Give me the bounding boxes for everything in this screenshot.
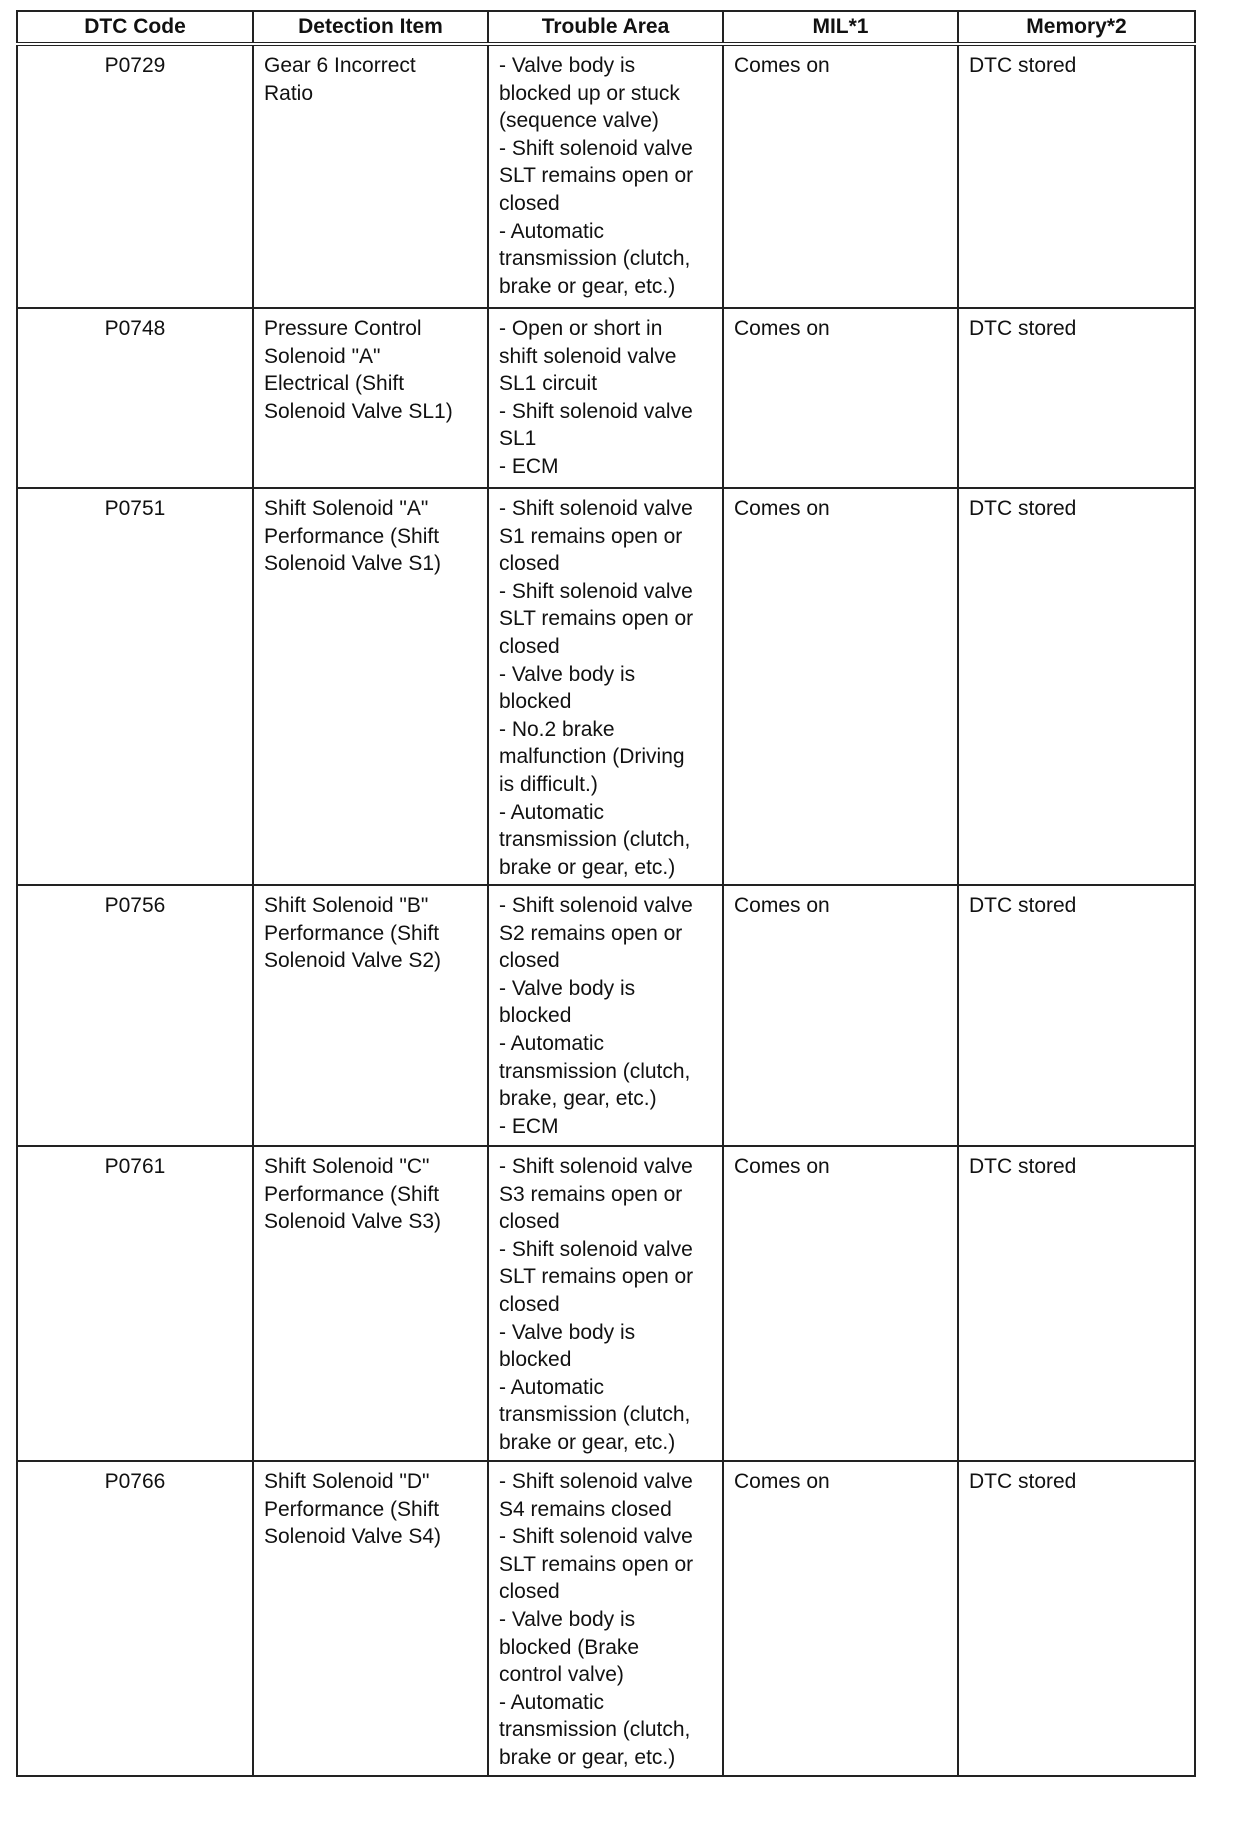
mil-cell: Comes on	[723, 308, 958, 488]
dtc-table	[16, 10, 1196, 1777]
cell-text-line: brake or gear, etc.)	[499, 1430, 676, 1454]
table-row	[17, 308, 1195, 488]
cell-text-line: brake, gear, etc.)	[499, 1087, 657, 1111]
cell-text-line: - Shift solenoid valve	[499, 1525, 693, 1549]
table-row	[17, 488, 1195, 885]
cell-text-line: - Shift solenoid valve	[499, 1155, 693, 1178]
dtc-code-cell: P0729	[17, 44, 253, 308]
cell-text-line: - Automatic	[499, 800, 605, 824]
cell-text-line: Solenoid Valve S3)	[264, 1210, 442, 1234]
cell-text-line: - Shift solenoid valve	[499, 1237, 693, 1261]
cell-text-line: closed	[499, 1580, 560, 1604]
cell-text-line: transmission (clutch,	[499, 1718, 691, 1742]
trouble-area-cell	[488, 44, 723, 308]
cell-text-line: Solenoid Valve SL1)	[264, 399, 453, 423]
mil-cell: Comes on	[723, 885, 958, 1146]
cell-text-line: - Shift solenoid valve	[499, 894, 693, 917]
cell-text-line: - Automatic	[499, 1031, 605, 1055]
detection-item-cell	[253, 488, 488, 885]
cell-text-line: closed	[499, 1210, 560, 1234]
cell-text-line: Shift Solenoid "B"	[264, 894, 429, 917]
cell-text-line: S3 remains open or	[499, 1182, 683, 1206]
cell-text-line: is difficult.)	[499, 772, 598, 796]
cell-text-line: - Valve body is	[499, 976, 636, 1000]
memory-cell: DTC stored	[958, 488, 1195, 885]
cell-text-line: S1 remains open or	[499, 524, 683, 548]
cell-text-line: - Valve body is	[499, 54, 636, 77]
header-memory: Memory*2	[958, 11, 1195, 44]
dtc-code-cell: P0748	[17, 308, 253, 488]
table-row	[17, 885, 1195, 1146]
cell-text-line: Performance (Shift	[264, 1182, 440, 1206]
trouble-area-cell	[488, 1461, 723, 1776]
cell-text-line: (sequence valve)	[499, 109, 659, 133]
cell-text-line: Performance (Shift	[264, 524, 440, 548]
cell-text-line: Gear 6 Incorrect	[264, 54, 416, 77]
header-detection-item: Detection Item	[253, 11, 488, 44]
cell-text-line: SLT remains open or	[499, 164, 694, 188]
mil-cell: Comes on	[723, 44, 958, 308]
cell-text-line: - Open or short in	[499, 317, 663, 340]
cell-text-line: Solenoid "A"	[264, 344, 381, 368]
cell-text-line: SLT remains open or	[499, 607, 694, 631]
cell-text-line: Shift Solenoid "D"	[264, 1470, 430, 1493]
cell-text-line: brake or gear, etc.)	[499, 1745, 676, 1769]
cell-text-line: Pressure Control	[264, 317, 422, 340]
cell-text-line: blocked (Brake	[499, 1635, 640, 1659]
cell-text-line: SLT remains open or	[499, 1265, 694, 1289]
mil-cell: Comes on	[723, 488, 958, 885]
table-row	[17, 44, 1195, 308]
cell-text-line: blocked up or stuck	[499, 81, 680, 105]
cell-text-line: SL1 circuit	[499, 372, 598, 396]
cell-text-line: blocked	[499, 690, 572, 714]
cell-text-line: transmission (clutch,	[499, 1403, 691, 1427]
cell-text-line: - Shift solenoid valve	[499, 1470, 693, 1493]
cell-text-line: S2 remains open or	[499, 921, 683, 945]
cell-text-line: transmission (clutch,	[499, 247, 691, 271]
cell-text-line: closed	[499, 1292, 560, 1316]
detection-item-cell	[253, 1146, 488, 1461]
dtc-code-cell: P0766	[17, 1461, 253, 1776]
cell-text-line: Electrical (Shift	[264, 372, 405, 396]
table-row	[17, 1461, 1195, 1776]
detection-item-cell	[253, 308, 488, 488]
mil-cell: Comes on	[723, 1461, 958, 1776]
cell-text-line: Ratio	[264, 81, 314, 105]
dtc-code-cell: P0761	[17, 1146, 253, 1461]
trouble-area-cell	[488, 885, 723, 1146]
cell-text-line: Shift Solenoid "C"	[264, 1155, 430, 1178]
cell-text-line: control valve)	[499, 1663, 624, 1687]
detection-item-cell	[253, 44, 488, 308]
table-row	[17, 1146, 1195, 1461]
cell-text-line: Shift Solenoid "A"	[264, 497, 429, 520]
cell-text-line: brake or gear, etc.)	[499, 855, 676, 879]
cell-text-line: closed	[499, 634, 560, 658]
cell-text-line: closed	[499, 552, 560, 576]
cell-text-line: - ECM	[499, 454, 559, 478]
detection-item-cell	[253, 885, 488, 1146]
cell-text-line: SL1	[499, 427, 537, 451]
cell-text-line: S4 remains closed	[499, 1497, 672, 1521]
dtc-code-cell: P0751	[17, 488, 253, 885]
cell-text-line: Performance (Shift	[264, 921, 440, 945]
header-trouble-area: Trouble Area	[488, 11, 723, 44]
cell-text-line: brake or gear, etc.)	[499, 274, 676, 298]
memory-cell: DTC stored	[958, 308, 1195, 488]
header-row	[17, 11, 1195, 44]
cell-text-line: closed	[499, 191, 560, 215]
cell-text-line: - Automatic	[499, 1690, 605, 1714]
cell-text-line: - Valve body is	[499, 1607, 636, 1631]
cell-text-line: transmission (clutch,	[499, 828, 691, 852]
trouble-area-cell	[488, 1146, 723, 1461]
header-dtc-code: DTC Code	[17, 11, 253, 44]
cell-text-line: - Valve body is	[499, 1320, 636, 1344]
memory-cell: DTC stored	[958, 1461, 1195, 1776]
mil-cell: Comes on	[723, 1146, 958, 1461]
dtc-code-cell: P0756	[17, 885, 253, 1146]
cell-text-line: Solenoid Valve S2)	[264, 949, 442, 973]
cell-text-line: closed	[499, 949, 560, 973]
detection-item-cell	[253, 1461, 488, 1776]
cell-text-line: - Automatic	[499, 1375, 605, 1399]
cell-text-line: - Shift solenoid valve	[499, 497, 693, 520]
cell-text-line: - Shift solenoid valve	[499, 579, 693, 603]
trouble-area-cell	[488, 488, 723, 885]
cell-text-line: - Automatic	[499, 219, 605, 243]
cell-text-line: - Shift solenoid valve	[499, 136, 693, 160]
cell-text-line: blocked	[499, 1004, 572, 1028]
memory-cell: DTC stored	[958, 1146, 1195, 1461]
cell-text-line: malfunction (Driving	[499, 745, 685, 769]
cell-text-line: shift solenoid valve	[499, 344, 677, 368]
cell-text-line: - Shift solenoid valve	[499, 399, 693, 423]
cell-text-line: - Valve body is	[499, 662, 636, 686]
cell-text-line: Solenoid Valve S1)	[264, 552, 442, 576]
cell-text-line: - No.2 brake	[499, 717, 615, 741]
cell-text-line: - ECM	[499, 1114, 559, 1138]
header-mil: MIL*1	[723, 11, 958, 44]
cell-text-line: SLT remains open or	[499, 1552, 694, 1576]
memory-cell: DTC stored	[958, 44, 1195, 308]
memory-cell: DTC stored	[958, 885, 1195, 1146]
cell-text-line: Solenoid Valve S4)	[264, 1525, 442, 1549]
cell-text-line: transmission (clutch,	[499, 1059, 691, 1083]
trouble-area-cell	[488, 308, 723, 488]
cell-text-line: Performance (Shift	[264, 1497, 440, 1521]
cell-text-line: blocked	[499, 1348, 572, 1372]
